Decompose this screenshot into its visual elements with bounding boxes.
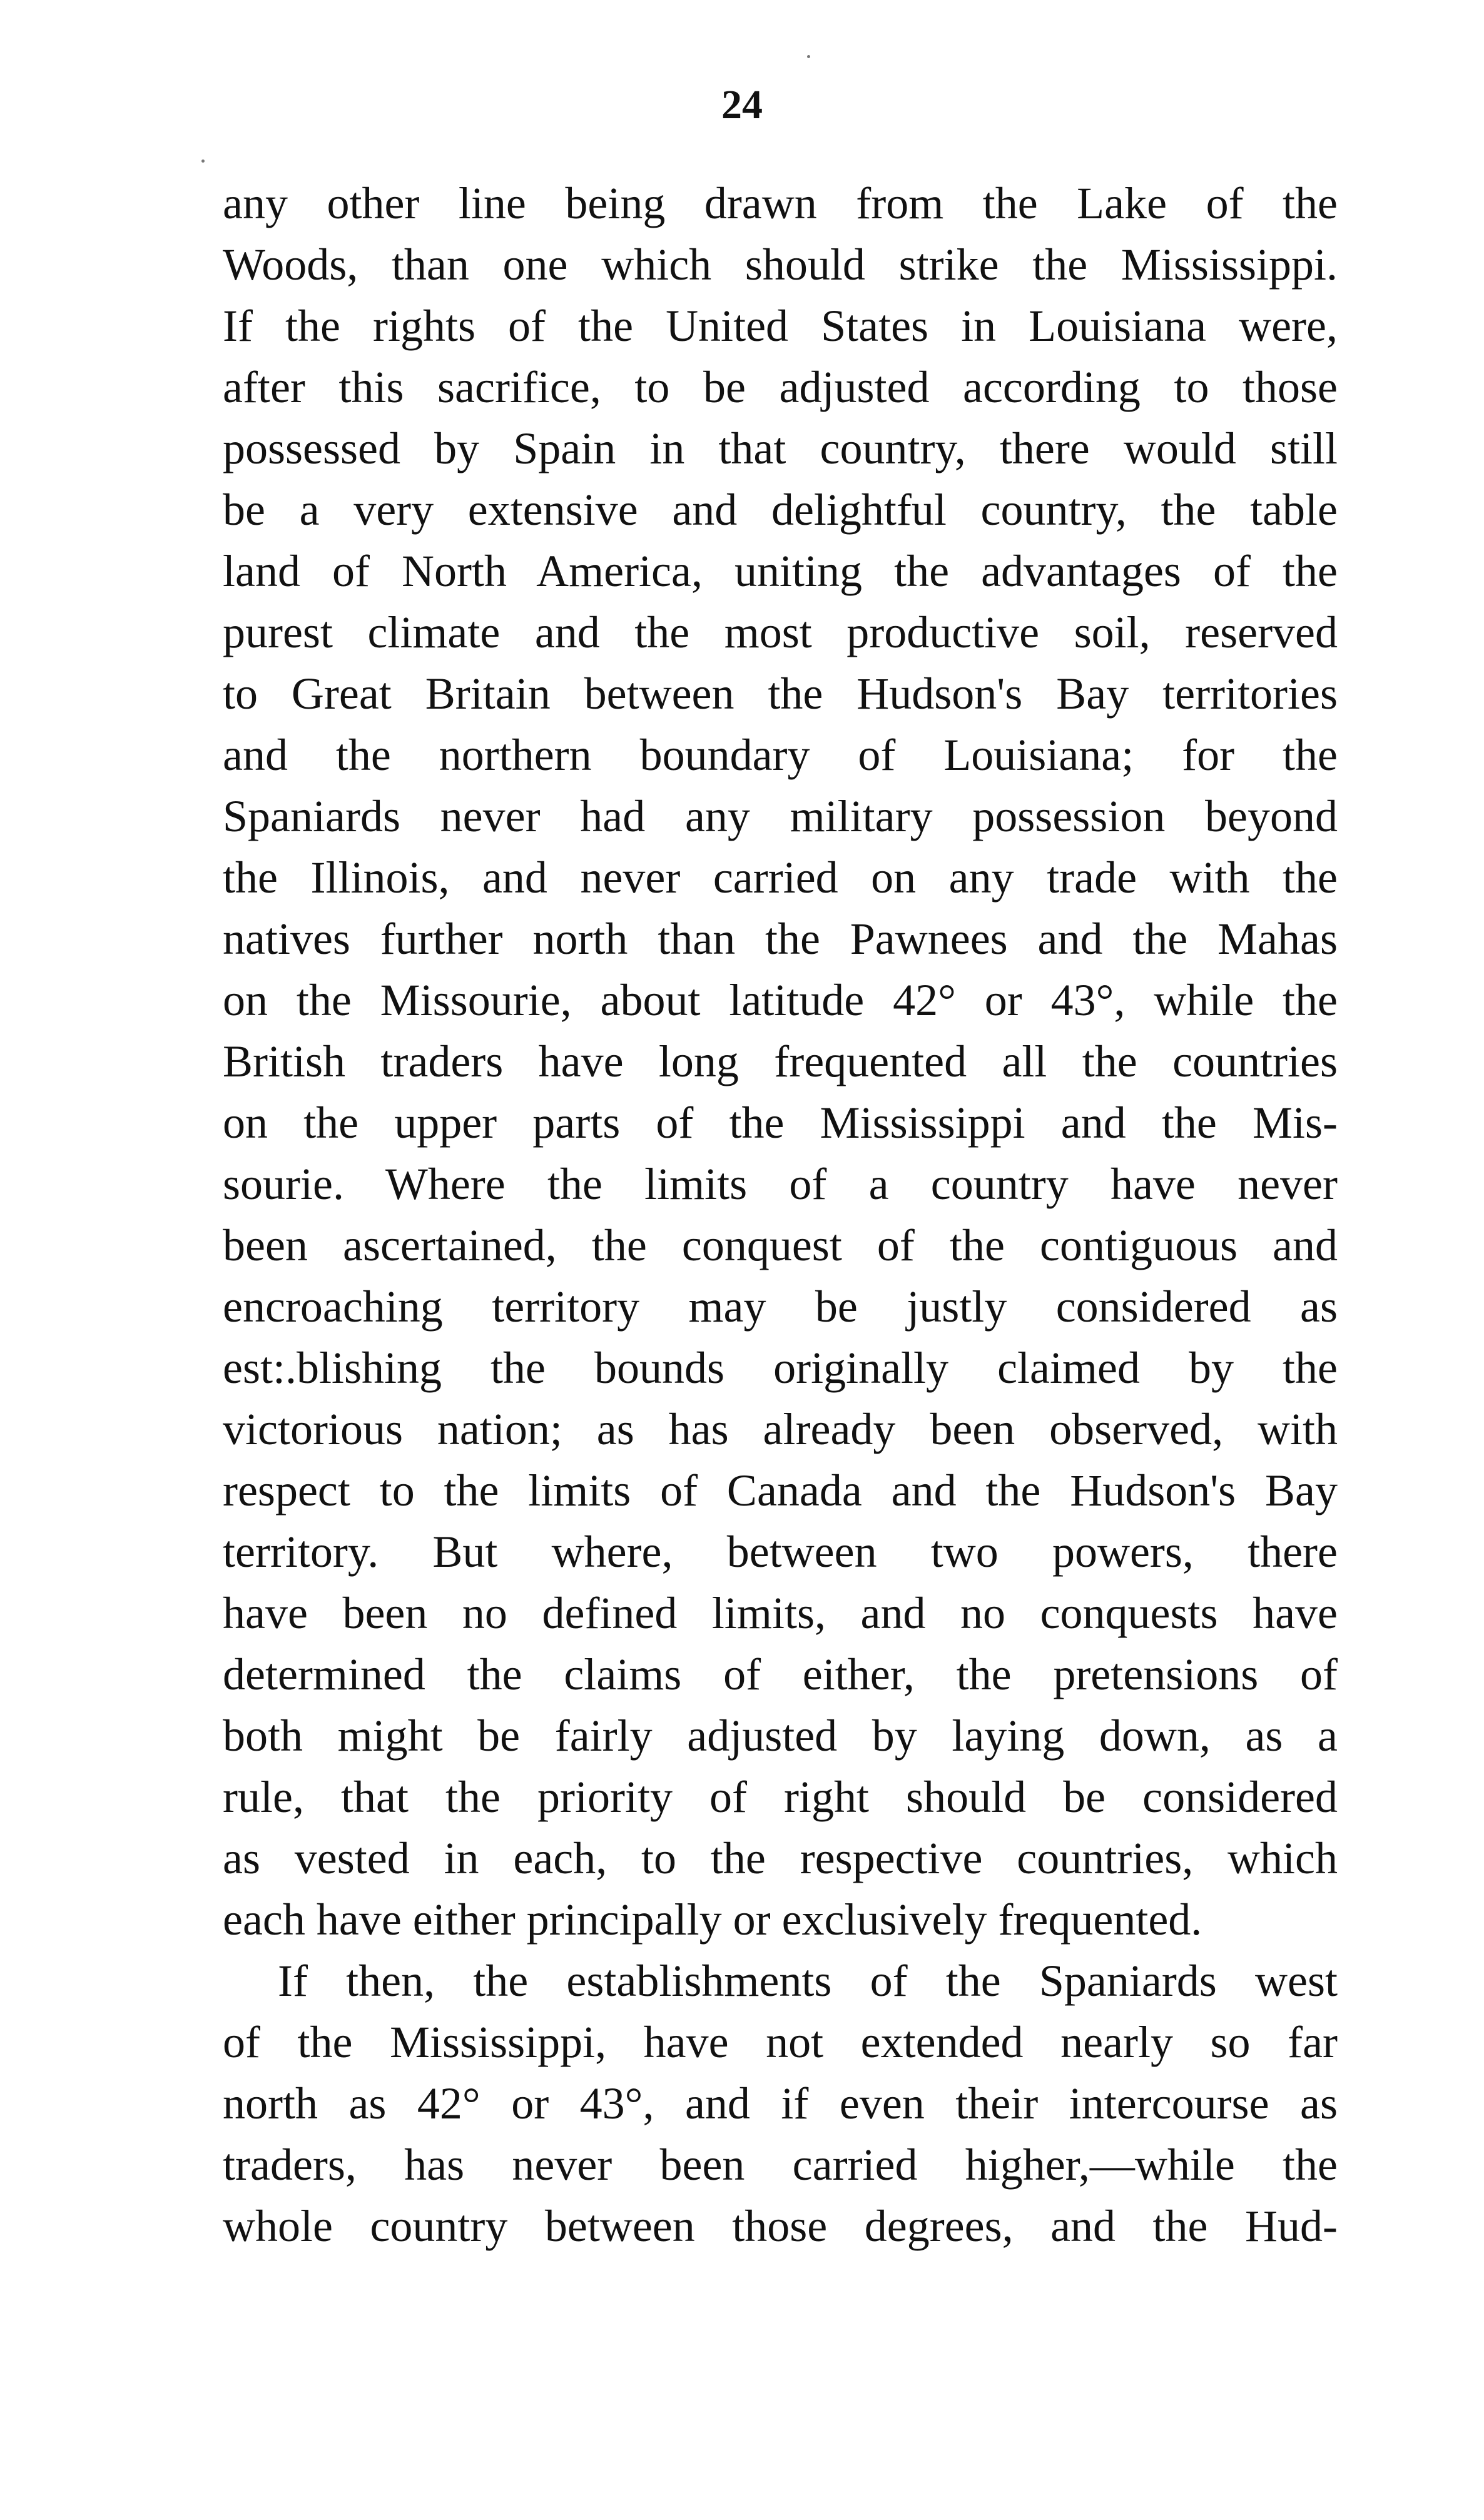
text-line: each have either principally or exclusively frequented. [223,1895,1202,1945]
text-line: as vested in each, to the respective countries, which [223,1833,1338,1883]
text-line: Spaniards never had any military possession beyond [223,791,1338,841]
text-line: purest climate and the most productive soil, reserved [223,607,1338,657]
text-line: any other line being drawn from the Lake of the [223,178,1338,228]
text-line: encroaching territory may be justly considered as [223,1282,1338,1332]
body-text [223,173,1338,2257]
text-line: natives further north than the Pawnees and the Mahas [223,914,1338,964]
text-line: and the northern boundary of Louisiana; for the [223,730,1338,780]
paragraph [223,173,1338,1950]
text-line: been ascertained, the conquest of the contiguous and [223,1220,1338,1270]
text-line: land of North America, uniting the advantages of the [223,546,1338,596]
text-line: traders, has never been carried higher,—while the [223,2140,1338,2190]
page-number: 24 [721,82,763,128]
text-line: Woods, than one which should strike the Mississippi. [223,240,1338,290]
text-line: British traders have long frequented all the countries [223,1036,1338,1086]
text-line: respect to the limits of Canada and the Hudson's Bay [223,1465,1338,1516]
text-line: be a very extensive and delightful country, the table [223,485,1338,535]
text-line: territory. But where, between two powers, there [223,1527,1338,1577]
text-line: of the Mississippi, have not extended nearly so far [223,2017,1338,2067]
text-line: have been no defined limits, and no conquests have [223,1588,1338,1638]
text-line: If then, the establishments of the Spaniards west [278,1956,1338,2006]
text-line: determined the claims of either, the pretensions of [223,1649,1338,1699]
ink-speck [201,159,205,163]
text-line: whole country between those degrees, and the Hud- [223,2201,1338,2251]
text-line: If the rights of the United States in Louisiana were, [223,301,1338,351]
text-line: sourie. Where the limits of a country have never [223,1159,1338,1209]
text-line: possessed by Spain in that country, there would still [223,423,1338,473]
text-line: after this sacrifice, to be adjusted according to those [223,362,1338,412]
text-line: north as 42° or 43°, and if even their intercourse as [223,2078,1338,2128]
text-line: to Great Britain between the Hudson's Bay territories [223,669,1338,719]
text-line: on the upper parts of the Mississippi and the Mis- [223,1098,1338,1148]
text-line: on the Missourie, about latitude 42° or 43°, while the [223,975,1338,1025]
text-line: the Illinois, and never carried on any trade with the [223,853,1338,903]
text-line: both might be fairly adjusted by laying down, as a [223,1711,1338,1761]
ink-speck [807,55,810,58]
text-line: victorious nation; as has already been observed, with [223,1404,1338,1454]
paragraph [223,1950,1338,2257]
text-line: est:.blishing the bounds originally claimed by the [223,1343,1338,1393]
text-line: rule, that the priority of right should be considered [223,1772,1338,1822]
